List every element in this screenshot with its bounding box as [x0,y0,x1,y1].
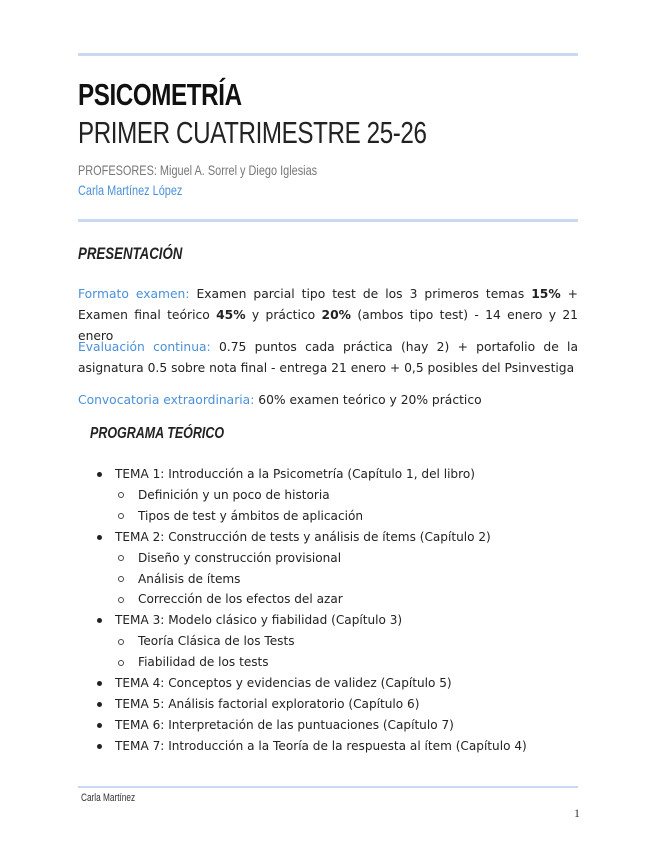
continuous-eval-paragraph [78,337,578,379]
subtopic-item: Diseño y construcción provisional [95,548,595,569]
presentation-heading: PRESENTACIÓN [78,244,183,263]
page-subtitle: PRIMER CUATRIMESTRE 25-26 [78,115,427,150]
topic-item: TEMA 7: Introducción a la Teoría de la respuesta al ítem (Capítulo 4) [95,736,595,757]
topic-list [95,464,595,757]
top-divider [78,53,578,56]
topic-item: TEMA 5: Análisis factorial exploratorio (Capítulo 6) [95,694,595,715]
subtopic-item: Teoría Clásica de los Tests [95,631,595,652]
author-name: Carla Martínez López [78,182,183,198]
exam-format-pct: 45% [216,308,246,322]
footer-author: Carla Martínez [81,792,136,804]
professors-line: PROFESORES: Miguel A. Sorrel y Diego Iglesias [78,162,318,178]
exam-format-text: Examen parcial tipo test de los 3 primeros temas [189,287,532,301]
subtopic-item: Definición y un poco de historia [95,485,595,506]
topic-item: TEMA 3: Modelo clásico y fiabilidad (Capítulo 3) [95,610,595,631]
footer-divider [78,786,578,788]
page-number: 1 [574,806,580,820]
extraordinary-paragraph [78,390,578,411]
subtopic-item: Corrección de los efectos del azar [95,589,595,610]
exam-format-pct: 15% [531,287,561,301]
exam-format-text: (ambos tipo test) - 14 enero y 21 enero [78,308,578,343]
topic-item: TEMA 6: Interpretación de las puntuaciones (Capítulo 7) [95,715,595,736]
section-divider [78,219,578,222]
topic-item: TEMA 4: Conceptos y evidencias de validez (Capítulo 5) [95,673,595,694]
exam-format-label: Formato examen: [78,287,190,301]
program-heading: PROGRAMA TEÓRICO [90,425,225,442]
extraordinary-text: 60% examen teórico y 20% práctico [254,393,482,407]
exam-format-text: + Examen final teórico [78,287,578,322]
extraordinary-label: Convocatoria extraordinaria: [78,393,255,407]
subtopic-item: Fiabilidad de los tests [95,652,595,673]
subtopic-item: Tipos de test y ámbitos de aplicación [95,506,595,527]
topic-item: TEMA 2: Construcción de tests y análisis de ítems (Capítulo 2) [95,527,595,548]
exam-format-pct: 20% [321,308,351,322]
title-block [78,76,598,200]
continuous-eval-text: 0.75 puntos cada práctica (hay 2) + portafolio de la asignatura 0.5 sobre nota final - entrega 21 enero + 0,5 posibles del Psinvestiga [78,340,578,375]
page-title: PSICOMETRÍA [78,77,242,112]
topic-item: TEMA 1: Introducción a la Psicometría (Capítulo 1, del libro) [95,464,595,485]
subtopic-item: Análisis de ítems [95,569,595,590]
exam-format-text: y práctico [245,308,322,322]
continuous-eval-label: Evaluación continua: [78,340,211,354]
